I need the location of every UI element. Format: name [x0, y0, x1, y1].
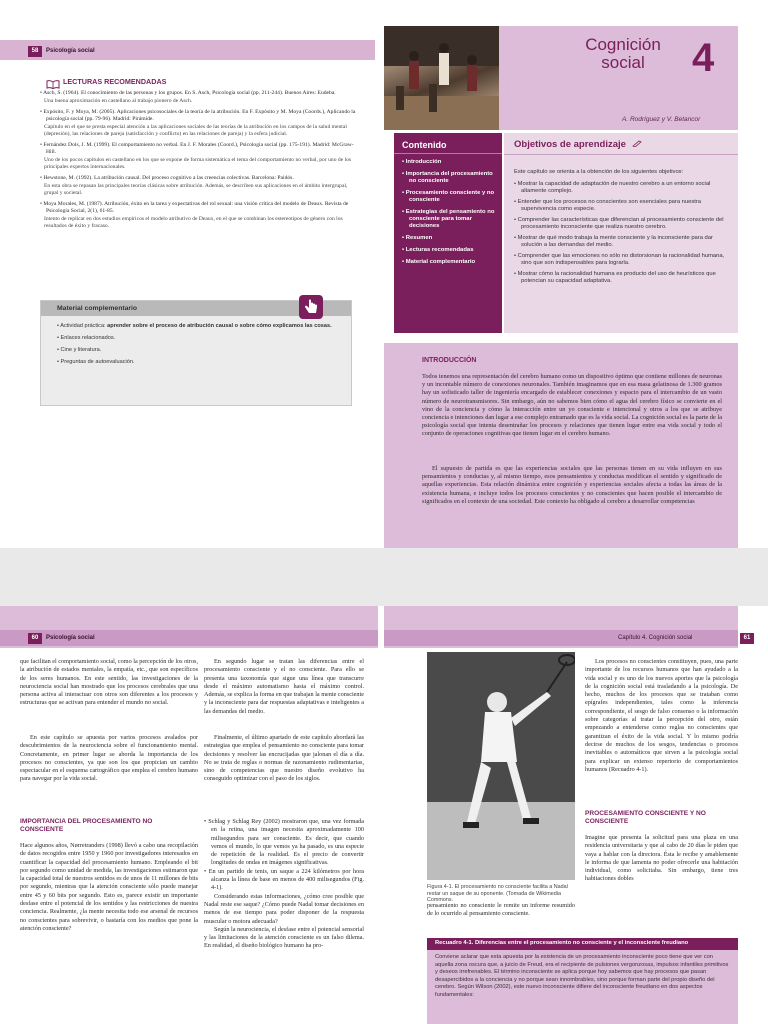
- bullet: •: [57, 323, 61, 329]
- objetivos-title: Objetivos de aprendizaje: [514, 139, 642, 150]
- reference-text: Asch, S. (1964). El conocimiento de las personas y los grupos. En S. Asch, Psicología social (pp. 211-244). Buenos Aires: Eudeba.: [43, 90, 336, 96]
- chapter-title-line1: Cognición: [585, 35, 661, 54]
- objetivo-item: [514, 271, 734, 285]
- contenido-label: Material complementario: [405, 259, 476, 265]
- bullet: •: [514, 235, 518, 241]
- contenido-list: [402, 159, 498, 271]
- recuadro-text: Conviene aclarar que esta apuesta por la existencia de un procesamiento inconsciente poco tiene que ver con aquella zona oscura que, a juicio de Freud, era el recipiente de pulsiones vergonzosas, impulsos infantiles primitivos y deseos irrefrenables. El término inconsciente se aplica porque hoy sabemos que hay procesos que pasan desapercibidos a la conciencia y no porque sean innombrables, sino porque forman parte del propio diseño del cerebro. Según Wilson (2002), este nuevo inconsciente difiere del inconsciente freudiano en dos aspectos fundamentales:: [435, 954, 729, 998]
- bullet: •: [402, 171, 406, 177]
- book-icon: [46, 76, 60, 85]
- contenido-item: [402, 159, 498, 166]
- chapter-authors: A. Rodríguez y V. Betancor: [622, 116, 701, 123]
- contenido-item: [402, 247, 498, 254]
- page-number-61: 61: [740, 633, 754, 644]
- introduccion-box: [384, 343, 738, 548]
- introduccion-title: INTRODUCCIÓN: [422, 357, 477, 364]
- contenido-item: [402, 171, 498, 185]
- material-text: aprender sobre el proceso de atribución causal o sobre cómo explicamos las cosas.: [107, 323, 332, 329]
- running-head-60: Psicología social: [46, 635, 95, 641]
- material-item: [57, 323, 337, 330]
- column-c: [204, 818, 364, 951]
- spread-bottom: [0, 606, 768, 1024]
- column-c-text-2: Según la neurociencia, el desfase entre el potencial sensorial y las limitaciones de la atención consciente es un falso dilema. En realidad, el diseño biológico humano ha pro-: [204, 925, 364, 950]
- contenido-label: Importancia del procesamiento no consciente: [405, 171, 493, 184]
- reference-text: Hewstone, M. (1992). La atribución causal. Del proceso cognitivo a las creencias colectivas. Barcelona: Paidós.: [43, 175, 294, 181]
- basketball-photo: [384, 26, 499, 130]
- reference-text: Expósito, F. y Moya, M. (2005). Aplicaciones psicosociales de la teoría de la atribución. En F. Expósito y M. Moya (Coords.), Aplicando la psicología social (pp. 79-96). Madrid: Pirámide.: [43, 109, 356, 122]
- contenido-label: Estrategias del pensamiento no consciente para tomar decisiones: [405, 209, 495, 229]
- section-importancia-text: Hace algunos años, Nørretranders (1998) llevó a cabo una recopilación de datos recogidos entre 1950 y 1960 por investigadores interesados en cuantificar la capacidad del procesamiento humano. Empleando el bit por segundo como unidad de medida, las investigaciones estimaron que la capacidad total de nuestros sentidos es de unos de 11 millones de bits por segundo, mientras que la atención consciente sólo puede manejar entre 45 y 60 bits por segundo. Esto es, parece existir un importante desfase entre el potencial de los sentidos y las restricciones de nuestra conciencia. Realmente, ¿la mente necesita todo ese arsenal de recursos no conscientes para sobrevivir, o bastaría con los medios que pone la atención consciente?: [20, 842, 198, 932]
- column-b-text-2: Finalmente, el último apartado de este capítulo abordará las estrategias que emplea el pensamiento no consciente para tomar decisiones y resolver las encrucijadas que jalonan el día a día. No se trata de reglas o normas de razonamiento rudimentarias, sino de competencias que nuestro diseño evolutivo ha conseguido optimizar con el paso de los siglos.: [204, 734, 364, 783]
- section-procesamiento-title: PROCESAMIENTO CONSCIENTE Y NO CONSCIENTE: [585, 810, 706, 825]
- material-item: [57, 359, 337, 366]
- introduccion-paragraph-1: Todos tenemos una representación del cerebro humano como un dispositivo óptimo que contiene millones de neuronas y un incontable número de conexiones neuronales. También imaginamos que en esa masa gelatinosa de 1.300 gramos hay un sofisticado taller de ingeniería encargado de establecer conexiones y espacio para el intercambio de un vasto número de neurotransmisores. Sin embargo, aún no sabemos bien cómo el agua del cerebro físico se convierte en el vino de la conciencia y cómo la interacción entre un yo consciente e intencional y otros a los que se atribuye conciencia e intenciones dan lugar a ese complejo entramado que es la vida social. La cognición social es la parte de la psicología social que intenta desentrañar los procesos y relaciones que tienen lugar entre esa vida social y todo el conjunto de operaciones cognitivas que tienen lugar en el cerebro humano.: [422, 373, 722, 438]
- contenido-label: Procesamiento consciente y no consciente: [405, 190, 495, 203]
- tennis-photo: [427, 652, 575, 880]
- material-title: Material complementario: [57, 305, 138, 312]
- running-head-61: Capítulo 4. Cognición social: [618, 635, 693, 641]
- material-text: Enlaces relacionados.: [60, 335, 116, 341]
- reference-item: [40, 201, 358, 215]
- bullet: •: [402, 259, 406, 265]
- bullet: •: [57, 335, 61, 341]
- reference-item: [40, 90, 358, 97]
- bullet: •: [514, 181, 518, 187]
- reference-note: Intento de replicar en dos estudios empíricos el modelo atributivo de Deaux, en el que se combinan los estereotipos de género con los resultados de éxito y fracaso.: [44, 216, 343, 229]
- introduccion-paragraph-2: El supuesto de partida es que las experiencias sociales que las personas tienen en su vida influyen en sus pensamientos y conductas y, al mismo tiempo, esos pensamientos y conductas modifican el sentido y significado de aquellas experiencias. Esta relación dinámica entre cognición y experiencias sociales afecta a todas las áreas de la existencia humana, e incluye todos los procesos conscientes y no conscientes que hacen posible el intercambio de significados en el contexto de una sociedad. Este contexto ha obligado al cerebro a desarrollar competencias: [422, 465, 722, 505]
- section-importancia-title: IMPORTANCIA DEL PROCESAMIENTO NO CONSCIENTE: [20, 818, 153, 833]
- bullet: •: [57, 359, 61, 365]
- objetivo-text: Comprender que las emociones no sólo no distorsionan la racionalidad humana, sino que son indispensables para lograrla.: [517, 253, 725, 266]
- bullet: •: [402, 159, 406, 165]
- bullet: •: [514, 271, 518, 277]
- bullet: •: [402, 235, 406, 241]
- material-text: Preguntas de autoevaluación.: [60, 359, 135, 365]
- material-prefix: Actividad práctica:: [60, 323, 108, 329]
- objetivo-text: Entender que los procesos no conscientes son esenciales para nuestra supervivencia como especie.: [517, 199, 702, 212]
- contenido-item: [402, 235, 498, 242]
- contenido-item: [402, 259, 498, 266]
- bullet: •: [40, 142, 44, 148]
- bullet: •: [402, 247, 406, 253]
- material-text: Cine y literatura.: [60, 347, 102, 353]
- figure-caption: Figura 4-1. El procesamiento no consciente facilita a Nadal restar un saque de su oponente. (Tomada de Wikimedia Commons.: [427, 884, 568, 904]
- reference-note: Uno de los pocos capítulos en castellano en los que se expone de forma sistemática el tema del comportamiento no verbal, por uno de los principales expertos internacionales.: [44, 157, 352, 170]
- lecturas-title: LECTURAS RECOMENDADAS: [63, 77, 167, 86]
- contenido-title: Contenido: [402, 140, 447, 150]
- column-a-text: que facilitan el comportamiento social, como la percepción de los otros, la atribución de estados mentales, la empatía, etc., que son específicos de los seres humanos. En este sentido, las investigaciones de la neurociencia social han mostrado que los procesos cerebrales que una persona activa al interactuar con otros son diferentes a los procesos y estructuras que se activan para entender el mundo no social.: [20, 658, 199, 707]
- bullet: •: [40, 109, 44, 115]
- objetivos-list: [514, 181, 734, 289]
- bullet: •: [40, 90, 44, 96]
- bullet: •: [57, 347, 61, 353]
- reference-note: Una buena aproximación en castellano al trabajo pionero de Asch.: [44, 98, 193, 104]
- bullet: •: [402, 209, 406, 215]
- objetivo-item: [514, 181, 734, 195]
- column-c-bullet-text: En un partido de tenis, un saque a 224 kilómetros por hora alcanza la línea de base en menos de 400 milisegundos (Fig. 4-1).: [208, 867, 365, 892]
- objetivo-text: Mostrar de qué modo trabaja la mente consciente y la inconsciente para dar solución a las demandas del medio.: [517, 235, 713, 248]
- reference-item: [40, 175, 358, 182]
- running-head-left: Psicología social: [46, 48, 95, 54]
- reference-item: [40, 142, 358, 156]
- bullet: •: [514, 199, 518, 205]
- objetivo-text: Comprender las características que diferencian al procesamiento consciente del procesamiento inconsciente que realiza nuestro cerebro.: [517, 217, 724, 230]
- contenido-label: Resumen: [405, 235, 433, 241]
- objetivo-text: Mostrar la capacidad de adaptación de nuestro cerebro a un entorno social altamente complejo.: [517, 181, 711, 194]
- column-c-bullet: [204, 868, 364, 893]
- section-procesamiento-text: Imagine que presenta la solicitud para una plaza en una residencia universitaria y que al cabo de 20 días le piden que vaya a hablar con la directora. Ésta le recibe y amablemente le informa de que lamenta no poder ofrecerle una habitación individual, como solicitaba. Sin embargo, tiene tres habitaciones dobles: [585, 834, 738, 883]
- reference-note: Capítulo en el que se presta especial atención a las aplicaciones sociales de las teorías de la atribución en los campos de la salud mental (depresión), las relaciones de pareja (satisfacción y conflicto) en las relaciones de pareja) y la esfera judicial.: [44, 124, 347, 137]
- bullet: •: [514, 217, 518, 223]
- objetivo-item: [514, 199, 734, 213]
- bullet: •: [204, 867, 209, 875]
- contenido-box: [394, 133, 502, 333]
- column-a-text-2: En este capítulo se apuesta por varios procesos avalados por descubrimientos de la neurociencia sobre el funcionamiento mental. Concretamente, en primer lugar se aborda la importancia de los procesos no conscientes, ya que son los que propician un cambio espectacular en el esquema cartográfico que emplea el cerebro humano para navegar por la vida social.: [20, 734, 198, 783]
- objetivo-text: Mostrar cómo la racionalidad humana es producto del uso de heurísticos que potencian su capacidad adaptativa.: [517, 271, 716, 284]
- contenido-label: Introducción: [405, 159, 442, 165]
- reference-text: Fernández Dols, J. M. (1999). El comportamiento no verbal. En J. F. Morales (Coord.), Psicología social (pp. 175-191). Madrid: McGraw-Hill.: [43, 142, 354, 155]
- objetivo-item: [514, 253, 734, 267]
- chapter-title: [580, 36, 666, 72]
- material-list: [57, 323, 337, 371]
- column-c-text: Considerando estas informaciones, ¿cómo cree posible que Nadal reste ese saque? ¿Cómo puede Nadal tomar decisiones en menos de ese tiempo para poder disponer de la respuesta muscular o motora adecuada?: [204, 892, 364, 925]
- column-e-text: Los procesos no conscientes constituyen, pues, una parte importante de los recursos humanos que han ayudado a la vida social y es uno de los nuevos aportes que la psicología de la cognición social está trasladando a la psicología. De hecho, muchos de los procesos que se trataban como epígrafes independientes, tales como la inferencia correspondiente, el sesgo de falso consenso o la información sobre categorías al tratar la percepción del otro, están empezando a entenderse como reglas no conscientes que garantizan el éxito de la vida social. Y lo mismo podría decirse de muchos de los sesgos, tendencias o procesos inevitables o automáticos que sirven a la psicología social para explicar un extenso repertorio de comportamientos humanos (Recuadro 4-1).: [585, 658, 738, 773]
- objetivos-box: [504, 133, 738, 333]
- page-number-left: 58: [28, 46, 42, 57]
- recuadro-header: [427, 938, 738, 950]
- pencil-icon: [632, 139, 642, 150]
- material-box: [40, 300, 352, 406]
- material-item: [57, 347, 337, 354]
- objetivo-item: [514, 217, 734, 231]
- references-list: [40, 90, 358, 234]
- reference-item: [40, 109, 358, 123]
- recuadro-title: Recuadro 4-1. Diferencias entre el procesamiento no consciente y el inconsciente freudiano: [435, 940, 689, 946]
- objetivo-item: [514, 235, 734, 249]
- reference-note: En esta obra se repasan las principales teorías clásicas sobre atribución. Además, se describen sus aplicaciones en el ámbito intergrupal, grupal y societal.: [44, 183, 348, 196]
- bullet: •: [514, 253, 518, 259]
- page-gap: [0, 548, 768, 606]
- bullet: •: [402, 190, 406, 196]
- chapter-title-line2: social: [601, 53, 645, 72]
- column-d-text: pensamiento no consciente le remite un informe resumido de lo ocurrido al pensamiento consciente.: [427, 902, 575, 918]
- page-number-60: 60: [28, 633, 42, 644]
- reference-text: Moya Morales, M. (1987). Atribución, éxito en la tarea y expectativas del rol sexual: una visión crítica del modelo de Deaux. Revista de Psicología Social, 2(1), 61-85.: [43, 201, 349, 214]
- bullet: •: [40, 201, 44, 207]
- column-b-text: En segundo lugar se tratan las diferencias entre el procesamiento consciente y el no consciente. Para ello se presenta una taxonomía que sigue una línea que transcurre desde el máximo automatismo hasta el máximo control. Además, se explica la forma en que trabajan la mente consciente y la inconsciente para dar respuestas adaptativas e inteligentes a las demandas del medio.: [204, 658, 364, 715]
- contenido-item: [402, 209, 498, 230]
- bullet: •: [40, 175, 44, 181]
- objetivos-intro: Este capítulo se orienta a la obtención de los siguientes objetivos:: [514, 169, 684, 175]
- contenido-label: Lecturas recomendadas: [405, 247, 474, 253]
- column-c-bullet: [204, 818, 364, 868]
- contenido-item: [402, 190, 498, 204]
- chapter-number: 4: [692, 36, 715, 80]
- column-c-bullet-text: Schlag y Schlag Rey (2002) mostraron que, una vez formada en la retina, una imagen necesita aproximadamente 100 milisegundos para ser consciente. Es decir, que cuando vemos el mundo, lo que vemos ya ha pasado, es una especie de repetición de la realidad. Es el precio de convertir longitudes de ondas en imágenes significativas.: [208, 818, 364, 867]
- bullet: •: [204, 818, 209, 825]
- material-item: [57, 335, 337, 342]
- pointer-hand-icon: [299, 295, 323, 319]
